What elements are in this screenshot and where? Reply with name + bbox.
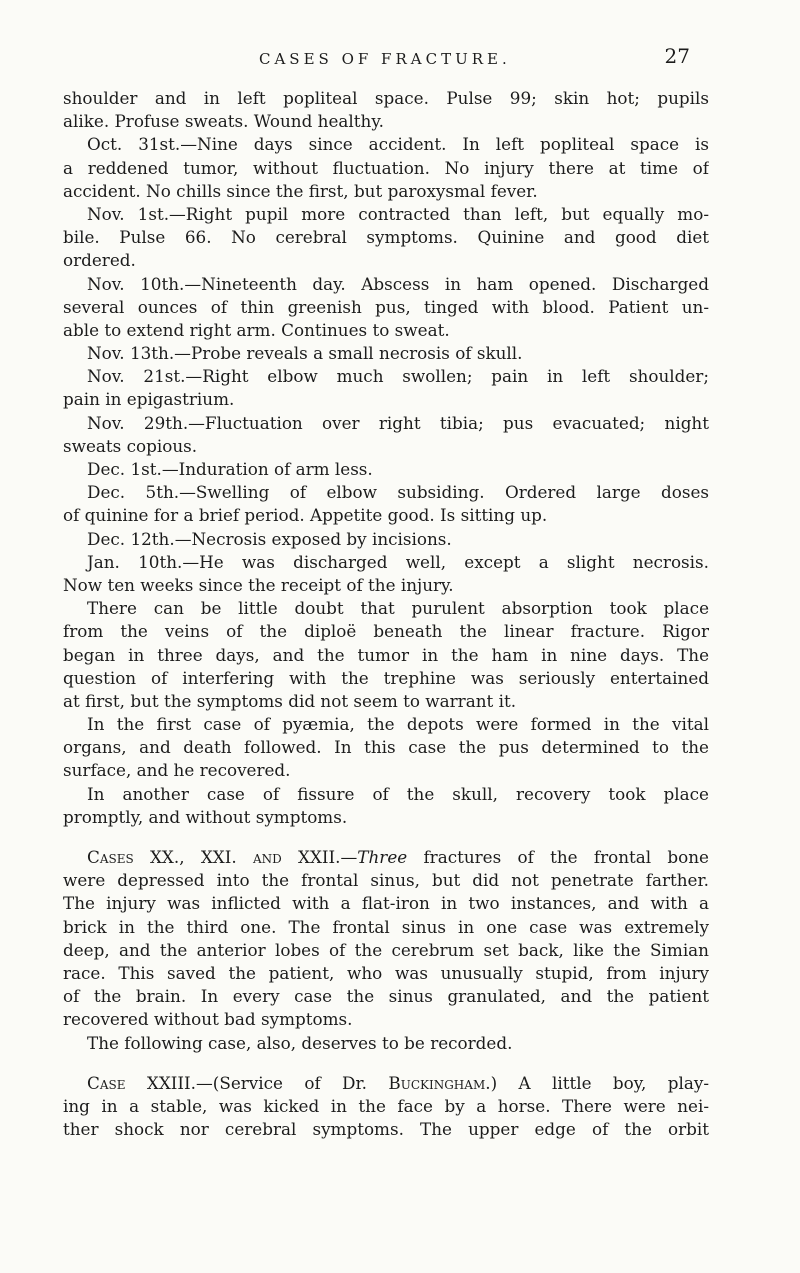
text-line: pain in epigastrium. (63, 389, 235, 410)
text-line: Oct. 31st.—Nine days since accident. In left popliteal space is (87, 134, 709, 155)
text-line: In another case of fissure of the skull, recovery took place (87, 783, 709, 804)
text-line: ing in a stable, was kicked in the face by a horse. There were nei- (63, 1095, 709, 1116)
text-line: were depressed into the frontal sinus, but did not penetrate farther. (63, 870, 709, 891)
text-line: bile. Pulse 66. No cerebral symptoms. Quinine and good diet (63, 227, 709, 248)
page-number: 27 (664, 44, 690, 68)
text-line: Now ten weeks since the receipt of the injury. (63, 574, 454, 595)
body-text (63, 87, 709, 1141)
text-line: sweats copious. (63, 435, 198, 456)
paragraph-gap (63, 829, 709, 846)
text-line: of quinine for a brief period. Appetite good. Is sitting up. (63, 505, 548, 526)
text-line: able to extend right arm. Continues to sweat. (63, 319, 450, 340)
text-line: brick in the third one. The frontal sinus in one case was extremely (63, 916, 709, 937)
case-label: Case XXIII. (87, 1072, 196, 1093)
text-line: began in three days, and the tumor in the ham in nine days. The (63, 644, 709, 665)
text-line: surface, and he recovered. (63, 760, 291, 781)
text-line: Dec. 12th.—Necrosis exposed by incisions. (87, 528, 452, 549)
text-line: deep, and the anterior lobes of the cerebrum set back, like the Simian (63, 939, 709, 960)
doctor-name: Buckingham (388, 1072, 486, 1093)
text-line: accident. No chills since the first, but paroxysmal fever. (63, 180, 538, 201)
text-line: ordered. (63, 250, 136, 271)
text-line: Dec. 5th.—Swelling of elbow subsiding. Ordered large doses (87, 482, 709, 503)
text-line: from the veins of the diploë beneath the linear fracture. Rigor (63, 621, 709, 642)
italic-word: Three (357, 847, 408, 867)
text-line: at first, but the symptoms did not seem to warrant it. (63, 690, 517, 711)
text-line: In the first case of pyæmia, the depots were formed in the vital (87, 714, 709, 735)
text-line: Nov. 13th.—Probe reveals a small necrosis of skull. (87, 343, 523, 364)
text-line: alike. Profuse sweats. Wound healthy. (63, 111, 384, 132)
text-line: promptly, and without symptoms. (63, 806, 348, 827)
text-line: shoulder and in left popliteal space. Pulse 99; skin hot; pupils (63, 88, 709, 108)
text-line: The following case, also, deserves to be recorded. (87, 1032, 513, 1053)
text-line: There can be little doubt that purulent absorption took place (87, 598, 709, 619)
text-line: a reddened tumor, without fluctuation. No injury there at time of (63, 157, 709, 178)
text-line: Nov. 10th.—Nineteenth day. Abscess in ham opened. Discharged (87, 273, 709, 294)
text-line: Dec. 1st.—Induration of arm less. (87, 459, 373, 479)
text-line: The injury was inflicted with a flat-iron in two instances, and with a (63, 893, 709, 914)
text-line: organs, and death followed. In this case the pus determined to the (63, 737, 709, 758)
running-head: CASES OF FRACTURE. (259, 50, 511, 68)
text-line: Cases XX., XXI. and XXII.—Three fractures of the frontal bone (87, 847, 709, 867)
text-line: Jan. 10th.—He was discharged well, except a slight necrosis. (87, 551, 709, 572)
text-line: Nov. 1st.—Right pupil more contracted than left, but equally mo- (87, 203, 709, 224)
text-line: Nov. 29th.—Fluctuation over right tibia; pus evacuated; night (87, 412, 709, 433)
text-line: race. This saved the patient, who was unusually stupid, from injury (63, 962, 709, 983)
text-line: ther shock nor cerebral symptoms. The upper edge of the orbit (63, 1119, 709, 1140)
text-line: several ounces of thin greenish pus, tinged with blood. Patient un- (63, 296, 709, 317)
text-line: recovered without bad symptoms. (63, 1009, 353, 1030)
text-line: question of interfering with the trephine was seriously entertained (63, 667, 709, 688)
text-line: of the brain. In every case the sinus granulated, and the patient (63, 986, 709, 1007)
text-line: Case XXIII.—(Service of Dr. Buckingham.) A little boy, play- (87, 1072, 709, 1093)
case-label: Cases XX., XXI. and XXII. (87, 847, 341, 867)
text-line: Nov. 21st.—Right elbow much swollen; pain in left shoulder; (87, 366, 709, 387)
paragraph-gap (63, 1055, 709, 1072)
